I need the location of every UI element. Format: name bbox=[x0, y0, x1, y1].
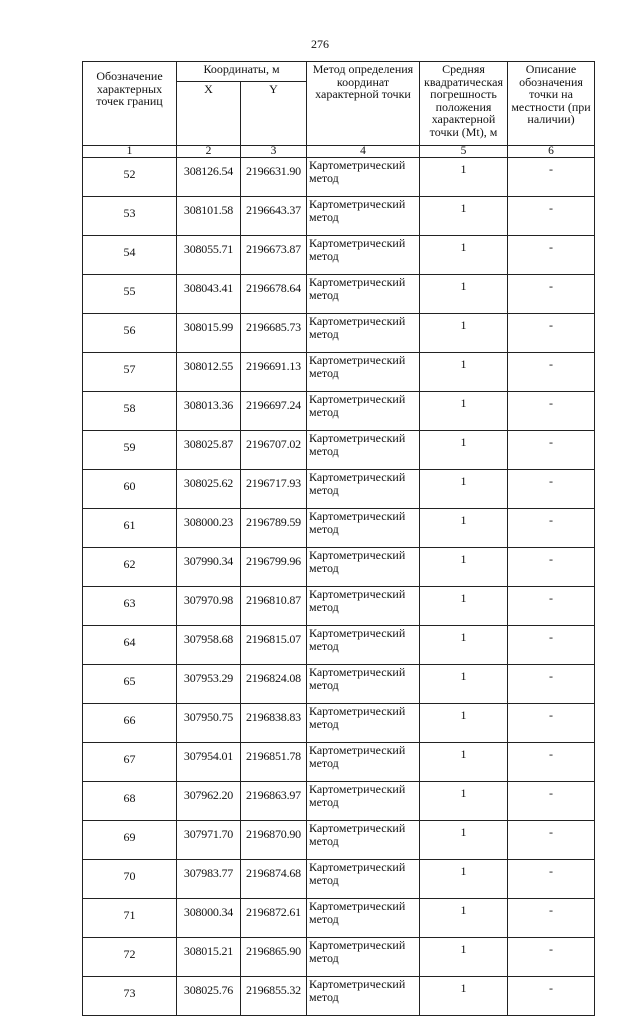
coordinate-x-cell: 307958.68 bbox=[177, 626, 241, 665]
column-number: 4 bbox=[307, 146, 420, 158]
method-cell: Картометрический метод bbox=[307, 899, 420, 938]
error-cell: 1 bbox=[420, 860, 508, 899]
coordinate-x-cell: 308015.21 bbox=[177, 938, 241, 977]
method-cell: Картометрический метод bbox=[307, 548, 420, 587]
coordinate-y-cell: 2196838.83 bbox=[241, 704, 307, 743]
description-cell: - bbox=[508, 938, 595, 977]
coordinate-y-cell: 2196810.87 bbox=[241, 587, 307, 626]
point-number-cell: 52 bbox=[83, 158, 177, 197]
point-number-cell: 64 bbox=[83, 626, 177, 665]
error-cell: 1 bbox=[420, 353, 508, 392]
coordinate-x-cell: 308043.41 bbox=[177, 275, 241, 314]
page-number: 276 bbox=[311, 37, 329, 51]
coordinate-y-cell: 2196673.87 bbox=[241, 236, 307, 275]
table-row bbox=[83, 743, 595, 782]
description-cell: - bbox=[508, 353, 595, 392]
description-cell: - bbox=[508, 782, 595, 821]
table-row bbox=[83, 665, 595, 704]
point-number-cell: 61 bbox=[83, 509, 177, 548]
coordinate-y-cell: 2196874.68 bbox=[241, 860, 307, 899]
header-x: X bbox=[177, 82, 241, 146]
coordinate-y-cell: 2196717.93 bbox=[241, 470, 307, 509]
error-cell: 1 bbox=[420, 509, 508, 548]
coordinate-x-cell: 308126.54 bbox=[177, 158, 241, 197]
table-row bbox=[83, 353, 595, 392]
table-row bbox=[83, 197, 595, 236]
error-cell: 1 bbox=[420, 431, 508, 470]
method-cell: Картометрический метод bbox=[307, 314, 420, 353]
table-row bbox=[83, 938, 595, 977]
coordinate-y-cell: 2196851.78 bbox=[241, 743, 307, 782]
error-cell: 1 bbox=[420, 470, 508, 509]
method-cell: Картометрический метод bbox=[307, 509, 420, 548]
coordinate-y-cell: 2196707.02 bbox=[241, 431, 307, 470]
coordinate-y-cell: 2196824.08 bbox=[241, 665, 307, 704]
method-cell: Картометрический метод bbox=[307, 197, 420, 236]
coordinate-y-cell: 2196865.90 bbox=[241, 938, 307, 977]
table-row bbox=[83, 587, 595, 626]
error-cell: 1 bbox=[420, 236, 508, 275]
column-number: 3 bbox=[241, 146, 307, 158]
point-number-cell: 56 bbox=[83, 314, 177, 353]
description-cell: - bbox=[508, 665, 595, 704]
table-row bbox=[83, 899, 595, 938]
method-cell: Картометрический метод bbox=[307, 821, 420, 860]
coordinate-x-cell: 307990.34 bbox=[177, 548, 241, 587]
table-row bbox=[83, 158, 595, 197]
column-number: 5 bbox=[420, 146, 508, 158]
coordinate-x-cell: 308025.76 bbox=[177, 977, 241, 1016]
method-cell: Картометрический метод bbox=[307, 704, 420, 743]
point-number-cell: 60 bbox=[83, 470, 177, 509]
description-cell: - bbox=[508, 548, 595, 587]
coordinate-x-cell: 308025.62 bbox=[177, 470, 241, 509]
method-cell: Картометрический метод bbox=[307, 860, 420, 899]
error-cell: 1 bbox=[420, 938, 508, 977]
point-number-cell: 66 bbox=[83, 704, 177, 743]
error-cell: 1 bbox=[420, 392, 508, 431]
coordinate-x-cell: 307950.75 bbox=[177, 704, 241, 743]
header-coordinates: Координаты, м bbox=[177, 62, 307, 82]
coordinate-y-cell: 2196870.90 bbox=[241, 821, 307, 860]
table-header bbox=[83, 62, 595, 158]
table-row bbox=[83, 626, 595, 665]
table-row bbox=[83, 431, 595, 470]
header-method: Метод определения координат характерной точки bbox=[307, 62, 420, 146]
column-number-row bbox=[83, 146, 595, 158]
coordinate-x-cell: 308000.23 bbox=[177, 509, 241, 548]
description-cell: - bbox=[508, 431, 595, 470]
error-cell: 1 bbox=[420, 899, 508, 938]
point-number-cell: 62 bbox=[83, 548, 177, 587]
description-cell: - bbox=[508, 392, 595, 431]
error-cell: 1 bbox=[420, 314, 508, 353]
error-cell: 1 bbox=[420, 977, 508, 1016]
table-row bbox=[83, 509, 595, 548]
coordinate-y-cell: 2196863.97 bbox=[241, 782, 307, 821]
point-number-cell: 63 bbox=[83, 587, 177, 626]
table-row bbox=[83, 977, 595, 1016]
method-cell: Картометрический метод bbox=[307, 587, 420, 626]
coordinate-y-cell: 2196872.61 bbox=[241, 899, 307, 938]
description-cell: - bbox=[508, 626, 595, 665]
coordinate-y-cell: 2196685.73 bbox=[241, 314, 307, 353]
method-cell: Картометрический метод bbox=[307, 470, 420, 509]
point-number-cell: 57 bbox=[83, 353, 177, 392]
method-cell: Картометрический метод bbox=[307, 977, 420, 1016]
description-cell: - bbox=[508, 314, 595, 353]
table-row bbox=[83, 275, 595, 314]
method-cell: Картометрический метод bbox=[307, 275, 420, 314]
coordinate-x-cell: 308015.99 bbox=[177, 314, 241, 353]
table-body bbox=[83, 158, 595, 1016]
coordinates-table bbox=[82, 61, 595, 1016]
coordinate-x-cell: 307970.98 bbox=[177, 587, 241, 626]
header-description: Описание обозначения точки на местности (при наличии) bbox=[508, 62, 595, 146]
method-cell: Картометрический метод bbox=[307, 782, 420, 821]
point-number-cell: 68 bbox=[83, 782, 177, 821]
table-row bbox=[83, 392, 595, 431]
coordinate-x-cell: 308013.36 bbox=[177, 392, 241, 431]
point-number-cell: 73 bbox=[83, 977, 177, 1016]
coordinate-x-cell: 307954.01 bbox=[177, 743, 241, 782]
description-cell: - bbox=[508, 158, 595, 197]
table-row bbox=[83, 236, 595, 275]
description-cell: - bbox=[508, 704, 595, 743]
table-row bbox=[83, 314, 595, 353]
method-cell: Картометрический метод bbox=[307, 236, 420, 275]
error-cell: 1 bbox=[420, 275, 508, 314]
coordinate-y-cell: 2196631.90 bbox=[241, 158, 307, 197]
point-number-cell: 55 bbox=[83, 275, 177, 314]
method-cell: Картометрический метод bbox=[307, 392, 420, 431]
coordinate-x-cell: 307971.70 bbox=[177, 821, 241, 860]
coordinate-y-cell: 2196855.32 bbox=[241, 977, 307, 1016]
table-row bbox=[83, 470, 595, 509]
description-cell: - bbox=[508, 509, 595, 548]
point-number-cell: 53 bbox=[83, 197, 177, 236]
table-row bbox=[83, 704, 595, 743]
description-cell: - bbox=[508, 470, 595, 509]
coordinate-y-cell: 2196815.07 bbox=[241, 626, 307, 665]
coordinate-x-cell: 308101.58 bbox=[177, 197, 241, 236]
description-cell: - bbox=[508, 197, 595, 236]
coordinate-y-cell: 2196678.64 bbox=[241, 275, 307, 314]
error-cell: 1 bbox=[420, 587, 508, 626]
coordinate-x-cell: 307953.29 bbox=[177, 665, 241, 704]
error-cell: 1 bbox=[420, 626, 508, 665]
coordinate-y-cell: 2196643.37 bbox=[241, 197, 307, 236]
method-cell: Картометрический метод bbox=[307, 431, 420, 470]
coordinate-y-cell: 2196691.13 bbox=[241, 353, 307, 392]
coordinate-y-cell: 2196697.24 bbox=[241, 392, 307, 431]
method-cell: Картометрический метод bbox=[307, 665, 420, 704]
error-cell: 1 bbox=[420, 821, 508, 860]
column-number: 6 bbox=[508, 146, 595, 158]
description-cell: - bbox=[508, 899, 595, 938]
description-cell: - bbox=[508, 860, 595, 899]
coordinate-y-cell: 2196799.96 bbox=[241, 548, 307, 587]
table-row bbox=[83, 860, 595, 899]
error-cell: 1 bbox=[420, 548, 508, 587]
description-cell: - bbox=[508, 743, 595, 782]
coordinate-x-cell: 308012.55 bbox=[177, 353, 241, 392]
method-cell: Картометрический метод bbox=[307, 938, 420, 977]
method-cell: Картометрический метод bbox=[307, 626, 420, 665]
header-error: Средняя квадратическая погрешность положения характерной точки (Mt), м bbox=[420, 62, 508, 146]
error-cell: 1 bbox=[420, 743, 508, 782]
column-number: 1 bbox=[83, 146, 177, 158]
coordinate-x-cell: 307962.20 bbox=[177, 782, 241, 821]
coordinate-y-cell: 2196789.59 bbox=[241, 509, 307, 548]
header-y: Y bbox=[241, 82, 307, 146]
table-row bbox=[83, 821, 595, 860]
description-cell: - bbox=[508, 275, 595, 314]
error-cell: 1 bbox=[420, 782, 508, 821]
coordinate-x-cell: 308055.71 bbox=[177, 236, 241, 275]
description-cell: - bbox=[508, 977, 595, 1016]
error-cell: 1 bbox=[420, 158, 508, 197]
method-cell: Картометрический метод bbox=[307, 158, 420, 197]
point-number-cell: 71 bbox=[83, 899, 177, 938]
coordinate-x-cell: 307983.77 bbox=[177, 860, 241, 899]
error-cell: 1 bbox=[420, 197, 508, 236]
point-number-cell: 65 bbox=[83, 665, 177, 704]
column-number: 2 bbox=[177, 146, 241, 158]
coordinate-x-cell: 308025.87 bbox=[177, 431, 241, 470]
point-number-cell: 72 bbox=[83, 938, 177, 977]
table-row bbox=[83, 548, 595, 587]
point-number-cell: 67 bbox=[83, 743, 177, 782]
header-designation: Обозначение характерных точек границ bbox=[83, 62, 177, 146]
error-cell: 1 bbox=[420, 665, 508, 704]
point-number-cell: 54 bbox=[83, 236, 177, 275]
description-cell: - bbox=[508, 587, 595, 626]
table-row bbox=[83, 782, 595, 821]
coordinate-x-cell: 308000.34 bbox=[177, 899, 241, 938]
point-number-cell: 59 bbox=[83, 431, 177, 470]
error-cell: 1 bbox=[420, 704, 508, 743]
description-cell: - bbox=[508, 821, 595, 860]
description-cell: - bbox=[508, 236, 595, 275]
point-number-cell: 70 bbox=[83, 860, 177, 899]
method-cell: Картометрический метод bbox=[307, 353, 420, 392]
point-number-cell: 58 bbox=[83, 392, 177, 431]
method-cell: Картометрический метод bbox=[307, 743, 420, 782]
point-number-cell: 69 bbox=[83, 821, 177, 860]
